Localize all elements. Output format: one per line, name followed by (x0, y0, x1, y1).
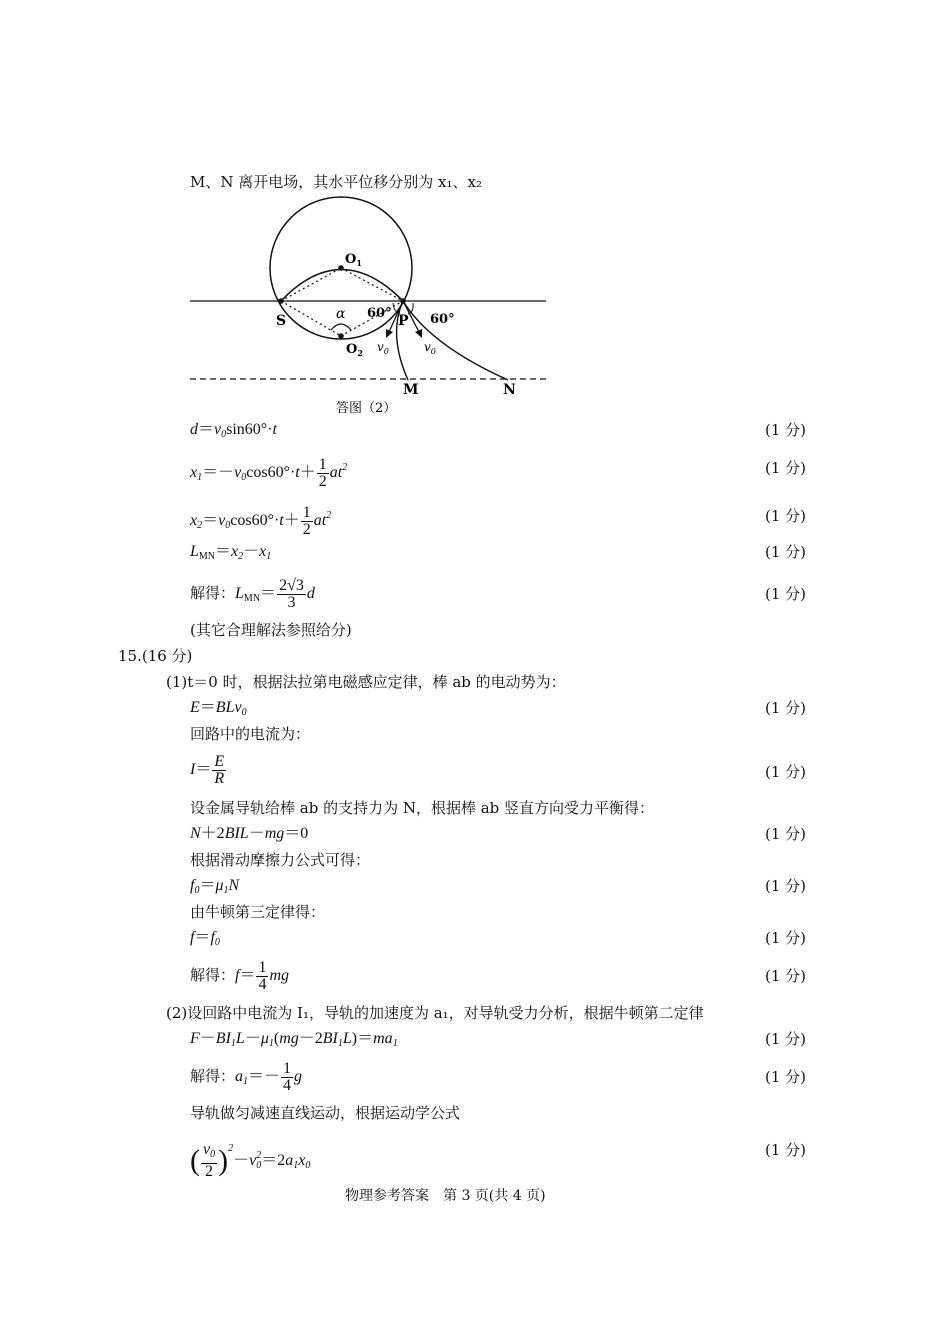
label-m: M (403, 382, 419, 398)
score-eq-x2: (1 分) (765, 507, 807, 525)
eq-x2: $x_2=v_0\cos 60^\circ\cdot t+$ $\frac{1}{2}$ $at^2$ (190, 503, 332, 538)
point-o2 (338, 333, 344, 339)
trajectory-arc-upper (281, 270, 403, 302)
label-o1: $O_1$ (345, 252, 362, 268)
dotted-o1-p (341, 268, 403, 301)
label-n: N (503, 382, 516, 398)
kinematics-intro: 导轨做匀减速直线运动，根据运动学公式 (190, 1104, 461, 1122)
eq-x1: $x_1=-v_0\cos 60^\circ\cdot t+$ $\frac{1}{2}$ $at^2$ (190, 455, 348, 490)
label-s: S (276, 313, 287, 329)
point-o1 (338, 265, 344, 271)
label-angle-left: 60° (367, 306, 392, 321)
score-eq-current: (1 分) (765, 763, 807, 781)
score-eq-f-equal: (1 分) (765, 929, 807, 947)
q15-part2-intro: (2)设回路中电流为 I₁，导轨的加速度为 a₁，对导轨受力分析，根据牛顿第二定律 (166, 1004, 704, 1022)
label-v0-left: $v_0$ (377, 340, 389, 356)
label-o2: $O_2$ (346, 342, 363, 358)
score-eq-x1: (1 分) (765, 459, 807, 477)
q15-header: 15.(16 分) (118, 647, 193, 665)
eq-a1-solution: 解得：$a_1=-$ $\frac{1}{4}$ g (190, 1059, 303, 1094)
label-v0-right: $v_0$ (424, 340, 436, 356)
score-eq-newton2: (1 分) (765, 1030, 807, 1048)
figure-caption: 答图（2） (336, 401, 397, 416)
label-alpha: α (336, 306, 346, 322)
eq-friction: $f_0=\mu_1N$ (190, 877, 240, 896)
score-eq-friction: (1 分) (765, 877, 807, 895)
point-s (278, 298, 284, 304)
label-p: P (398, 313, 409, 329)
eq-emf: E＝BLv$_0$ (190, 699, 247, 718)
current-intro: 回路中的电流为： (190, 725, 311, 743)
score-eq-f-solution: (1 分) (765, 967, 807, 985)
newton3-intro: 由牛顿第三定律得： (190, 903, 326, 921)
friction-intro: 根据滑动摩擦力公式可得： (190, 851, 371, 869)
score-eq-a1-solution: (1 分) (765, 1068, 807, 1086)
score-eq-lmn-solution: (1 分) (765, 585, 807, 603)
eq-force-balance: N＋2BIL－mg＝0 (190, 825, 309, 842)
q15-part1-intro: (1)t＝0 时，根据法拉第电磁感应定律，棒 ab 的电动势为： (166, 673, 566, 691)
eq-f-equal: $f=f_0$ (190, 929, 220, 948)
page-footer: 物理参考答案 第 3 页(共 4 页) (345, 1188, 546, 1204)
eq-lmn-solution: 解得：$L_{MN}=$ $\frac{2√3}{3}$ d (190, 576, 315, 611)
support-intro: 设金属导轨给棒 ab 的支持力为 N，根据棒 ab 竖直方向受力平衡得： (190, 799, 655, 817)
label-angle-right: 60° (430, 312, 455, 327)
score-eq-lmn: (1 分) (765, 543, 807, 561)
eq-kinematics: ( $\frac{v_0}{2}$ )$^2-v^2_0=2a_1x_0$ (190, 1141, 311, 1181)
score-eq-force-balance: (1 分) (765, 825, 807, 843)
dotted-s-o1 (281, 268, 341, 301)
intro-line: M、N 离开电场，其水平位移分别为 x₁、x₂ (190, 173, 482, 191)
score-eq-kinematics: (1 分) (765, 1141, 807, 1159)
eq-newton2: $F-BI_1L-\mu_1(mg-2BI_1L)=ma_1$ (190, 1030, 398, 1049)
eq-d: $d=v_0\sin 60^\circ\cdot t$ (190, 421, 277, 440)
eq-current: I＝ $\frac{E}{R}$ (190, 752, 225, 787)
diagram-figure (0, 0, 950, 420)
alpha-angle-arc (331, 324, 351, 330)
eq-lmn: $L_{MN}=x_2-x_1$ (190, 543, 272, 562)
other-methods-note: (其它合理解法参照给分) (190, 621, 352, 639)
eq-f-solution: 解得：f＝ $\frac{1}{4}$ mg (190, 958, 290, 993)
score-eq-d: (1 分) (765, 421, 807, 439)
trajectory-to-n (403, 301, 508, 380)
dotted-s-o2 (281, 301, 341, 336)
score-eq-emf: (1 分) (765, 699, 807, 717)
